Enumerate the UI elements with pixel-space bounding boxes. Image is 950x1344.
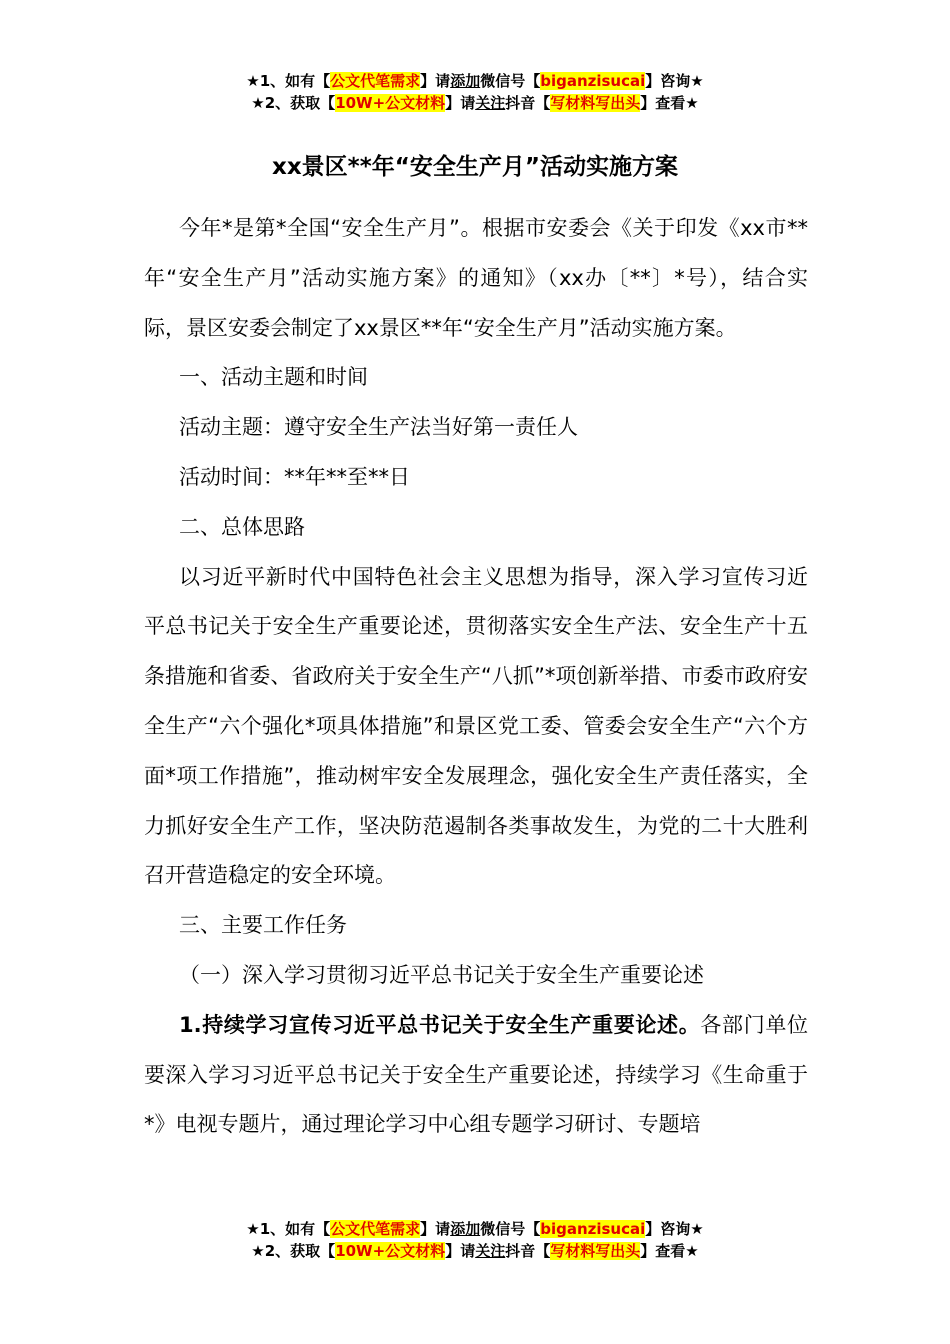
banner-line-2 [0, 1240, 950, 1262]
banner-highlight: 10W+公文材料 [335, 94, 446, 112]
banner-text: 】请 [420, 72, 451, 90]
banner-text: 】咨询★ [645, 1220, 704, 1238]
intro-paragraph: 今年*是第*全国“安全生产月”。根据市安委会《关于印发《xx市**年“安全生产月”活动实施方案》的通知》（xx办〔**〕*号），结合实际，景区安委会制定了xx景区**年“安全生产月”活动实施方案。 [144, 216, 808, 340]
banner-highlight: 10W+公文材料 [335, 1242, 446, 1260]
banner-highlight: 公文代笔需求 [330, 72, 421, 90]
banner-text: ★2、获取【 [251, 94, 336, 112]
banner-underlined: 添加 [450, 72, 481, 90]
banner-highlight-wechat-id: biganzisucai [540, 72, 646, 90]
banner-text: 】咨询★ [645, 72, 704, 90]
footer-banner [0, 1218, 950, 1262]
subsection-heading-1: （一）深入学习贯彻习近平总书记关于安全生产重要论述 [179, 962, 704, 987]
banner-text: 】查看★ [640, 94, 699, 112]
banner-text: 】请 [420, 1220, 451, 1238]
item-1-text: 各部门单位要深入学习习近平总书记关于安全生产重要论述，持续学习《生命重于*》电视专题片，通过理论学习中心组专题学习研讨、专题培 [144, 1012, 809, 1137]
banner-text: 】请 [445, 94, 476, 112]
banner-highlight-douyin: 写材料写出头 [550, 94, 641, 112]
banner-highlight-wechat-id: biganzisucai [540, 1220, 646, 1238]
item-1-heading: 1.持续学习宣传习近平总书记关于安全生产重要论述。 [179, 1012, 701, 1037]
banner-text: ★1、如有【 [246, 1220, 331, 1238]
banner-underlined: 关注 [475, 1242, 506, 1260]
section-heading-2: 二、总体思路 [179, 514, 305, 539]
approach-paragraph: 以习近平新时代中国特色社会主义思想为指导，深入学习宣传习近平总书记关于安全生产重要论述，贯彻落实安全生产法、安全生产十五条措施和省委、省政府关于安全生产“八抓”*项创新举措、市委市政府安全生产“六个强化*项具体措施”和景区党工委、管委会安全生产“六个方面*项工作措施”，推动树牢安全发展理念，强化安全生产责任落实，全力抓好安全生产工作，坚决防范遏制各类事故发生，为党的二十大胜利召开营造稳定的安全环境。 [144, 564, 808, 888]
item-1-paragraph [144, 1001, 808, 1150]
banner-line-2 [0, 92, 950, 114]
banner-text: ★1、如有【 [246, 72, 331, 90]
banner-line-1 [0, 70, 950, 92]
banner-text: 微信号【 [480, 72, 541, 90]
banner-text: 】请 [445, 1242, 476, 1260]
activity-time: 活动时间：**年**至**日 [179, 464, 410, 489]
banner-underlined: 关注 [475, 94, 506, 112]
banner-text: 抖音【 [505, 1242, 551, 1260]
document-title: xx景区**年“安全生产月”活动实施方案 [272, 154, 678, 180]
header-banner [0, 70, 950, 114]
section-heading-3: 三、主要工作任务 [179, 913, 347, 938]
banner-highlight: 公文代笔需求 [330, 1220, 421, 1238]
banner-line-1 [0, 1218, 950, 1240]
document-body [144, 204, 808, 1150]
banner-text: 微信号【 [480, 1220, 541, 1238]
banner-underlined: 添加 [450, 1220, 481, 1238]
activity-theme: 活动主题：遵守安全生产法当好第一责任人 [179, 415, 578, 440]
banner-text: ★2、获取【 [251, 1242, 336, 1260]
banner-highlight-douyin: 写材料写出头 [550, 1242, 641, 1260]
banner-text: 】查看★ [640, 1242, 699, 1260]
section-heading-1: 一、活动主题和时间 [179, 365, 368, 390]
banner-text: 抖音【 [505, 94, 551, 112]
